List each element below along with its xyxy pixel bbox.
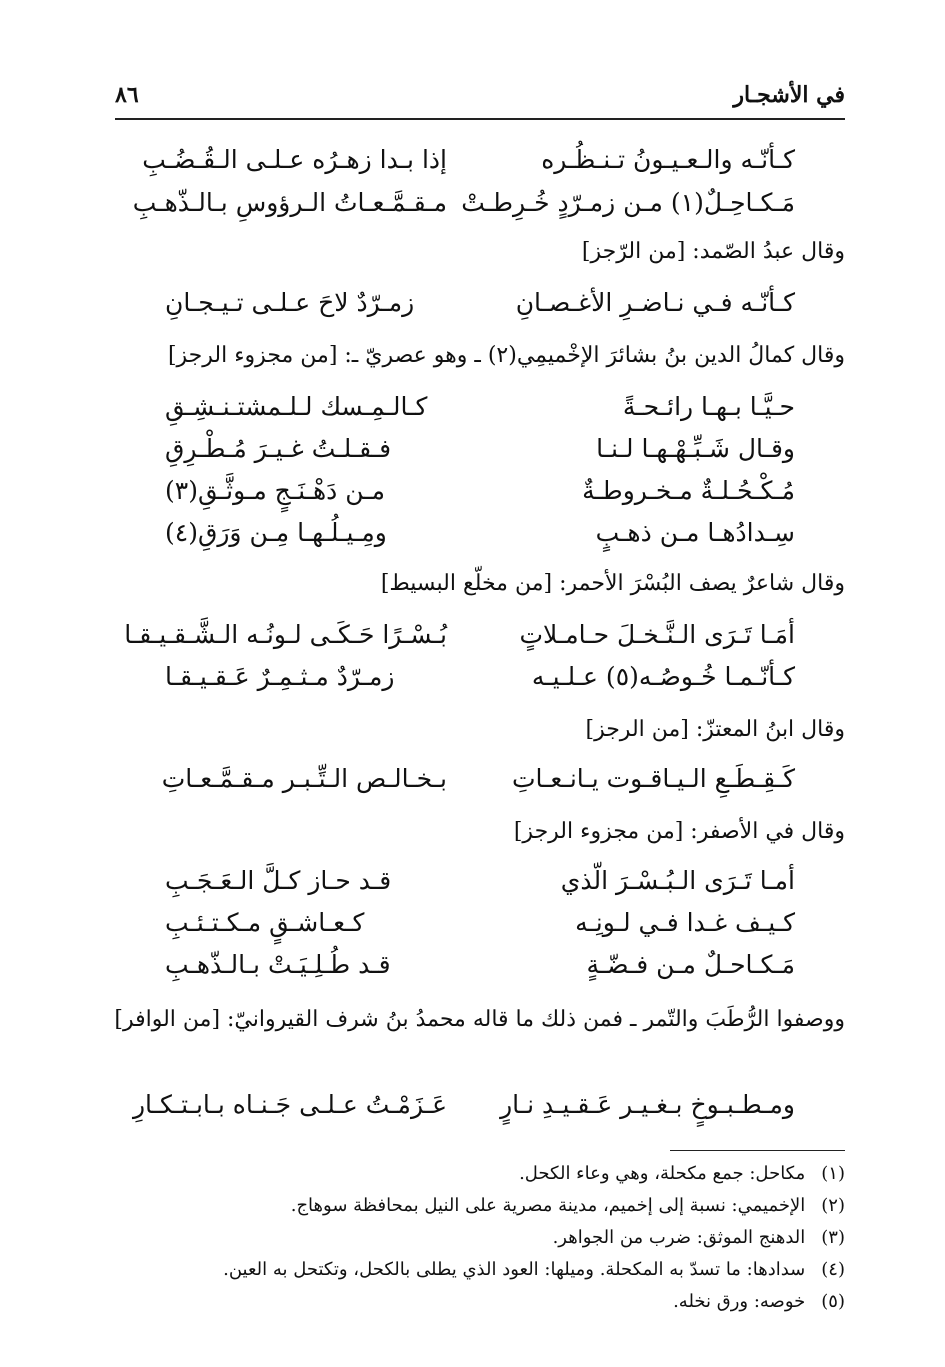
second-hemistich: كـالـمِـسك لـلـمشتـنـشِـقِ bbox=[165, 392, 428, 421]
verse-intro: وقال في الأصفر: [من مجزوء الرجز] bbox=[513, 819, 845, 844]
verse-line bbox=[115, 188, 845, 226]
footnote-text: الإخميمي: نسبة إلى إخميم، مدينة مصرية على النيل بمحافظة سوهاج. bbox=[290, 1195, 806, 1216]
verse-line bbox=[115, 518, 845, 556]
first-hemistich: كـيـف غـدا فـي لـونِـه bbox=[575, 908, 795, 937]
verse-line bbox=[115, 866, 845, 904]
footnote-number: (٤) bbox=[821, 1259, 845, 1280]
verse-line bbox=[115, 145, 845, 183]
first-hemistich: كـأنّـمـا خُـوصُـه(٥) عـلـيـه bbox=[531, 662, 795, 691]
second-hemistich: زمـرّدٌ مـثـمِـرٌ عَـقـيـقـا bbox=[165, 662, 395, 691]
first-hemistich: كـأنّـه والـعـيـونُ تـنـظُـره bbox=[541, 145, 795, 174]
verse-line bbox=[115, 476, 845, 514]
footnote bbox=[100, 1256, 845, 1284]
first-hemistich: مُـكْـحُـلـةٌ مـخـروطـةٌ bbox=[582, 476, 795, 505]
verse-line bbox=[115, 392, 845, 430]
first-hemistich: مَـكـاحـلٌ مـن فـضّـةٍ bbox=[586, 950, 795, 979]
verse-line bbox=[115, 1090, 845, 1128]
footnote-text: خوصه: ورق نخله. bbox=[673, 1291, 806, 1312]
page-number: ٨٦ bbox=[115, 82, 139, 108]
second-hemistich: عَـزَمْـتُ عـلـى جَـنـاه بـابـتـكـارِ bbox=[132, 1090, 447, 1119]
footnote-text: الدهنج الموثق: ضرب من الجواهر. bbox=[552, 1227, 806, 1248]
second-hemistich: بُـسْـرًا حَـكَـى لـونُـه الـشَّـقـيـقـا bbox=[124, 620, 447, 649]
first-hemistich: كـأنّـه فـي نـاضـرِ الأغـصـانِ bbox=[515, 288, 795, 317]
second-hemistich: ومِـيـلُـهـا مِـن وَرَقِ(٤) bbox=[165, 518, 387, 547]
footnote-text: سدادها: ما تسدّ به المكحلة. وميلها: العود الذي يطلى بالكحل، وتكتحل به العين. bbox=[223, 1259, 806, 1280]
second-hemistich: كـعـاشـقٍ مـكـتـئـبِ bbox=[165, 908, 365, 937]
second-hemistich: زمـرّدٌ لاحَ عـلـى تـيـجـانِ bbox=[165, 288, 415, 317]
second-hemistich: مـقـمَّـعـاتُ الـرؤوسِ بـالـذّهـبِ bbox=[132, 188, 447, 217]
first-hemistich: سِـدادُهـا مـن ذهـبٍ bbox=[595, 518, 795, 547]
verse-intro: وقال ابنُ المعتزّ: [من الرجز] bbox=[585, 717, 845, 742]
footnote bbox=[100, 1224, 845, 1252]
footnote bbox=[100, 1192, 845, 1220]
second-hemistich: مـن دَهْـنَـجٍ مـوثَّـقِ(٣) bbox=[165, 476, 386, 505]
footnote-number: (٢) bbox=[821, 1195, 845, 1216]
verse-line bbox=[115, 950, 845, 988]
verse-line bbox=[115, 620, 845, 658]
verse-line bbox=[115, 288, 845, 326]
first-hemistich: حـيَّـا بـهـا رائـحـةً bbox=[622, 392, 795, 421]
footnote-number: (٥) bbox=[821, 1291, 845, 1312]
chapter-title: في الأشجـار bbox=[733, 82, 845, 108]
verse-intro: وقال عبدُ الصّمد: [من الرّجز] bbox=[581, 239, 845, 264]
first-hemistich: ومـطـبـوخٍ بـغـيـر عَـقـيـدِ نـارٍ bbox=[500, 1090, 795, 1119]
second-hemistich: فـقـلـتُ غـيـرَ مُـطْـرِقِ bbox=[165, 434, 392, 463]
footnote-number: (١) bbox=[821, 1163, 845, 1184]
verse-line bbox=[115, 764, 845, 802]
footnote-text: مكاحل: جمع مكحلة، وهي وعاء الكحل. bbox=[519, 1163, 806, 1184]
verse-line bbox=[115, 434, 845, 472]
footnote-separator bbox=[670, 1150, 845, 1151]
verse-line bbox=[115, 662, 845, 700]
first-hemistich: مَـكـاحِـلٌ(١) مـن زمـرّدٍ خُـرِطـتْ bbox=[461, 188, 795, 217]
verse-line bbox=[115, 908, 845, 946]
running-header bbox=[115, 78, 845, 120]
verse-intro: وقال شاعرٌ يصف البُسْرَ الأحمر: [من مخلّع البسيط] bbox=[380, 571, 845, 596]
first-hemistich: أمَـا تَـرَى الـنَّـخـلَ حـامـلاتٍ bbox=[519, 620, 795, 649]
second-hemistich: قـد طُـلِـيَـتْ بـالـذّهـبِ bbox=[165, 950, 391, 979]
first-hemistich: كَـقِـطَـعِ الـيـاقـوت يـانـعـاتِ bbox=[511, 764, 795, 793]
second-hemistich: قـد حـاز كـلَّ الـعَـجَـبِ bbox=[165, 866, 392, 895]
second-hemistich: بـخـالـص الـتِّـبـر مـقـمَّـعـاتِ bbox=[161, 764, 447, 793]
verse-intro: وقال كمالُ الدين بنُ بشائرَ الإخْميمِي(٢) ـ وهو عصريّ ـ: [من مجزوء الرجز] bbox=[167, 343, 845, 368]
verse-intro: ووصفوا الرُّطَبَ والتّمر ـ فمن ذلك ما قاله محمدُ بنُ شرف القيروانيّ: [من الوافر] bbox=[114, 1007, 845, 1032]
first-hemistich: أمـا تَـرَى الـبُـسْـرَ الّذي bbox=[560, 866, 795, 895]
first-hemistich: وقـال شَـبِّـهْـهـا لـنـا bbox=[596, 434, 795, 463]
footnote bbox=[100, 1160, 845, 1188]
footnote bbox=[100, 1288, 845, 1316]
second-hemistich: إذا بـدا زهـرُه عـلـى الـقُـضُـبِ bbox=[142, 145, 447, 174]
footnote-number: (٣) bbox=[821, 1227, 845, 1248]
